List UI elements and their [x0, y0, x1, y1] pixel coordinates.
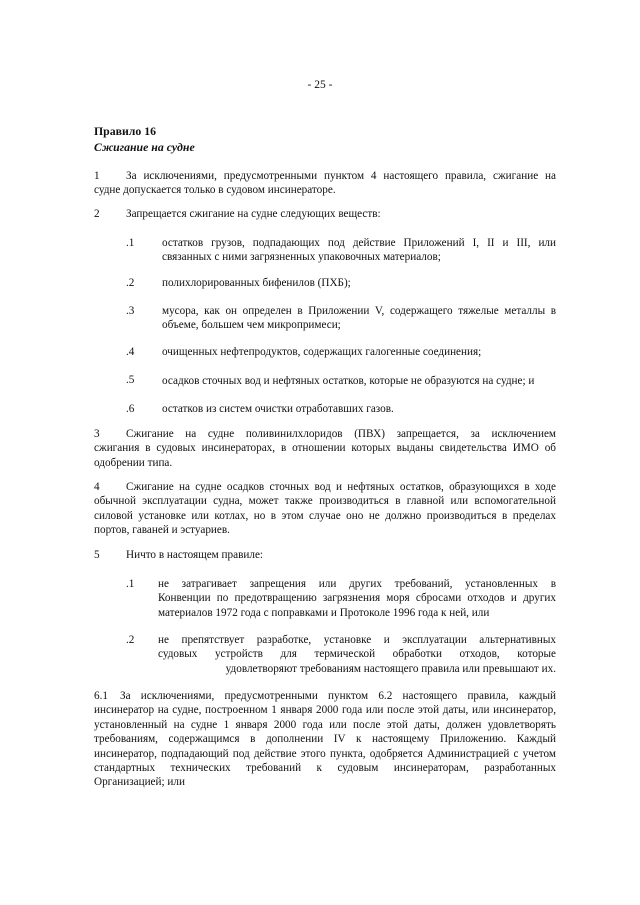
paragraph-text	[94, 480, 556, 538]
subitem-number: .3	[126, 305, 135, 317]
subitem-text	[158, 633, 556, 676]
text-line: Конвенции по предотвращению загрязнения моря сбросами отходов и других	[158, 592, 556, 605]
text-line: остатков грузов, подпадающих под действие Приложений I, II и III, или	[162, 237, 556, 249]
subitem-text	[162, 374, 562, 388]
subitem-text	[158, 577, 556, 620]
paragraph-number: 6.1	[94, 690, 108, 702]
text-line: Сжигание на судне осадков сточных вод и нефтяных остатков, образующихся в ходе	[126, 481, 556, 493]
text-line: объеме, большем чем микропримеси;	[162, 319, 341, 332]
subitem-text	[162, 236, 556, 265]
subitem-number: .1	[126, 578, 135, 590]
text-line: судовых устройств для термической обработки отходов, которые	[158, 648, 556, 661]
subitem-text	[162, 402, 556, 416]
rule-title: Правило 16	[94, 124, 157, 138]
text-line: Сжигание на судне поливинилхлоридов (ПВХ) запрещается, за исключением	[126, 428, 556, 440]
text-line: требованиям, содержащимся в дополнении IV к настоящему Приложению. Каждый	[94, 733, 556, 746]
subitem-number: .4	[126, 346, 135, 358]
rule-subtitle: Сжигание на судне	[94, 140, 195, 154]
text-line: инсинератор на судне, построенном 1 января 2000 года или после этой даты, или инсинератор,	[94, 704, 556, 717]
text-line: За исключениями, предусмотренными пунктом 6.2 настоящего правила, каждый	[120, 690, 556, 702]
paragraph-text	[94, 689, 556, 790]
paragraph-number: 3	[94, 428, 100, 440]
text-line: судне допускается только в судовом инсинераторе.	[94, 184, 336, 197]
text-line: стандартных технических требований к судовым инсинераторам, разработанных	[94, 762, 556, 775]
subitem-number: .6	[126, 403, 135, 415]
text-line: очищенных нефтепродуктов, содержащих галогенные соединения;	[162, 346, 482, 358]
subitem-number: .2	[126, 277, 135, 289]
text-line: остатков из систем очистки отработавших газов.	[162, 403, 394, 415]
text-line: установленный на судне 1 января 2000 года или после этой даты, должен удовлетворять	[94, 718, 556, 731]
subitem-number: .5	[126, 374, 135, 386]
text-line: одобрении типа.	[94, 456, 173, 469]
text-line: не препятствует разработке, установке и эксплуатации альтернативных	[158, 634, 556, 646]
text-line: За исключениями, предусмотренными пунктом 4 настоящего правила, сжигание на	[126, 170, 556, 182]
subitem-text	[162, 304, 556, 333]
subitem-number: .1	[126, 237, 135, 249]
text-line: осадков сточных вод и нефтяных остатков, которые не образуются на судне; и	[162, 375, 535, 387]
subitem-text	[162, 345, 556, 359]
text-line: не затрагивает запрещения или других требований, установленных в	[158, 578, 556, 590]
paragraph-number: 4	[94, 481, 100, 493]
paragraph-number: 2	[94, 208, 100, 220]
page-number: - 25 -	[307, 79, 333, 91]
subitem-text	[162, 276, 556, 290]
paragraph-number: 5	[94, 549, 100, 561]
text-line: сжигания в судовых инсинераторах, в отношении которых выданы свидетельства ИМО об	[94, 442, 556, 455]
text-line: мусора, как он определен в Приложении V, содержащего тяжелые металлы в	[162, 305, 556, 317]
text-line: материалов 1972 года с поправками и Протоколе 1996 года к ней, или	[158, 606, 490, 619]
text-line: инсинератор, подпадающий под действие этого пункта, одобряется Администрацией с учетом	[94, 747, 556, 760]
text-line: обычной эксплуатации судна, может также производиться в главной или вспомогательной	[94, 495, 556, 508]
paragraph-text	[94, 169, 556, 198]
paragraph-text: Ничто в настоящем правиле:	[126, 549, 264, 561]
text-line: удовлетворяют требованиям настоящего правила или превышают их.	[225, 662, 556, 675]
text-line: связанных с ними загрязненных упаковочных материалов;	[162, 251, 441, 264]
text-line: силовой установке или котлах, но в этом случае оно не должно производиться в пределах	[94, 509, 556, 522]
text-line: полихлорированных бифенилов (ПХБ);	[162, 277, 351, 289]
text-line: Организацией; или	[94, 776, 185, 789]
subitem-number: .2	[126, 634, 135, 646]
paragraph-text: Запрещается сжигание на судне следующих веществ:	[126, 208, 381, 220]
text-line: портов, гаваней и эстуариев.	[94, 524, 230, 537]
paragraph-number: 1	[94, 170, 100, 182]
paragraph-text	[94, 427, 556, 470]
